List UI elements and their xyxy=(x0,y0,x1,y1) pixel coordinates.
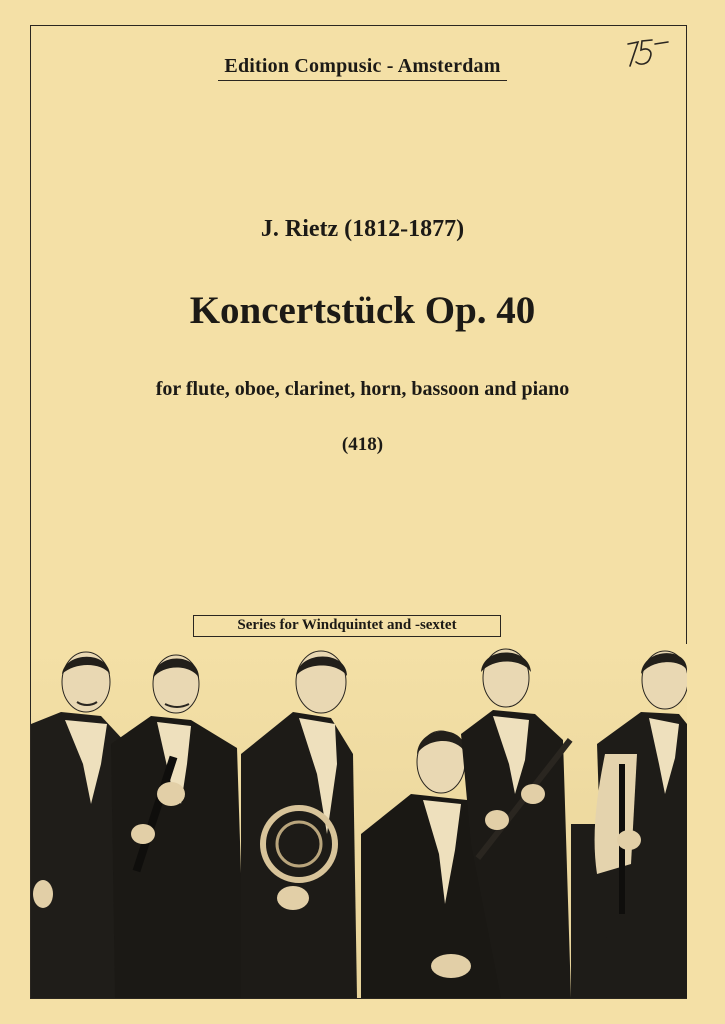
publisher-name: Edition Compusic - Amsterdam xyxy=(218,55,506,81)
handwritten-price-mark xyxy=(622,36,674,70)
work-title: Koncertstück Op. 40 xyxy=(189,289,536,332)
catalog-number: (418) xyxy=(341,434,384,455)
publisher-heading xyxy=(0,55,725,81)
series-label-box: Series for Windquintet and -sextet xyxy=(193,615,501,637)
musicians-group-photo xyxy=(31,644,687,998)
instrumentation-line: for flute, oboe, clarinet, horn, bassoon and piano xyxy=(155,378,570,400)
composer-name: J. Rietz (1812-1877) xyxy=(260,216,465,242)
